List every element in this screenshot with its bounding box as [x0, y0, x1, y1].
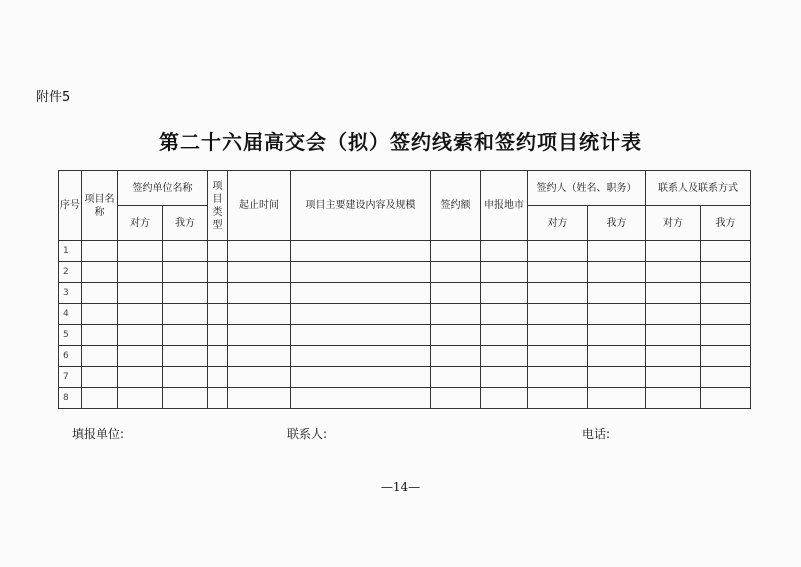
- table-cell: [481, 262, 528, 283]
- table-cell: [646, 283, 701, 304]
- row-number: 6: [59, 346, 82, 367]
- table-cell: [431, 241, 481, 262]
- table-cell: [528, 241, 588, 262]
- table-cell: [481, 283, 528, 304]
- table-cell: [228, 346, 291, 367]
- table-cell: [588, 325, 646, 346]
- table-cell: [701, 262, 751, 283]
- table-cell: [481, 388, 528, 409]
- table-cell: [481, 367, 528, 388]
- table-cell: [701, 388, 751, 409]
- table-cell: [528, 325, 588, 346]
- table-cell: [208, 262, 228, 283]
- statistics-table: [58, 170, 751, 409]
- sub-signer-ours: 我方: [588, 206, 646, 241]
- table-row: [59, 241, 751, 262]
- table-cell: [291, 283, 431, 304]
- table-cell: [82, 367, 118, 388]
- table-cell: [163, 388, 208, 409]
- header-city: 申报地市: [481, 171, 528, 241]
- table-cell: [646, 325, 701, 346]
- page-number: —14—: [380, 480, 421, 494]
- table-cell: [82, 283, 118, 304]
- table-cell: [228, 325, 291, 346]
- table-cell: [118, 283, 163, 304]
- table-cell: [228, 367, 291, 388]
- table-cell: [291, 367, 431, 388]
- table-cell: [481, 325, 528, 346]
- table-cell: [481, 241, 528, 262]
- footer-contact: 联系人:: [287, 427, 328, 441]
- header-contact: 联系人及联系方式: [646, 171, 751, 206]
- sub-signing-other: 对方: [118, 206, 163, 241]
- table-cell: [481, 346, 528, 367]
- table-cell: [208, 304, 228, 325]
- table-cell: [528, 262, 588, 283]
- table-cell: [228, 241, 291, 262]
- table-cell: [701, 241, 751, 262]
- sub-signing-ours: 我方: [163, 206, 208, 241]
- table-cell: [163, 241, 208, 262]
- table-cell: [228, 283, 291, 304]
- row-number: 4: [59, 304, 82, 325]
- header-seq: 序号: [59, 171, 82, 241]
- table-cell: [291, 262, 431, 283]
- table-cell: [646, 367, 701, 388]
- footer-unit: 填报单位:: [72, 427, 125, 441]
- footer-phone: 电话:: [582, 427, 611, 441]
- header-amount: 签约额: [431, 171, 481, 241]
- row-number: 1: [59, 241, 82, 262]
- table-cell: [588, 262, 646, 283]
- table-cell: [431, 346, 481, 367]
- table-cell: [588, 283, 646, 304]
- table-cell: [228, 388, 291, 409]
- table-cell: [528, 346, 588, 367]
- row-number: 5: [59, 325, 82, 346]
- table-cell: [118, 325, 163, 346]
- table-row: [59, 367, 751, 388]
- table-cell: [646, 262, 701, 283]
- table-row: [59, 283, 751, 304]
- table-cell: [701, 325, 751, 346]
- table-cell: [431, 262, 481, 283]
- table-row: [59, 388, 751, 409]
- table-cell: [163, 325, 208, 346]
- table-cell: [208, 283, 228, 304]
- table-cell: [208, 346, 228, 367]
- row-number: 7: [59, 367, 82, 388]
- table-cell: [163, 283, 208, 304]
- table-cell: [118, 241, 163, 262]
- table-cell: [82, 325, 118, 346]
- table-cell: [528, 283, 588, 304]
- row-number: 8: [59, 388, 82, 409]
- table-cell: [481, 304, 528, 325]
- table-cell: [208, 367, 228, 388]
- table-cell: [588, 388, 646, 409]
- table-cell: [118, 388, 163, 409]
- table-cell: [208, 388, 228, 409]
- table-cell: [228, 262, 291, 283]
- table-cell: [646, 241, 701, 262]
- table-cell: [163, 367, 208, 388]
- table-cell: [431, 304, 481, 325]
- table-row: [59, 325, 751, 346]
- table-cell: [163, 262, 208, 283]
- sub-signer-other: 对方: [528, 206, 588, 241]
- table-cell: [588, 346, 646, 367]
- row-number: 2: [59, 262, 82, 283]
- header-project-name: 项目名称: [82, 171, 118, 241]
- table-cell: [82, 304, 118, 325]
- table-cell: [646, 388, 701, 409]
- header-signing-unit: 签约单位名称: [118, 171, 208, 206]
- table-cell: [588, 241, 646, 262]
- table-cell: [291, 388, 431, 409]
- table-cell: [588, 304, 646, 325]
- table-cell: [118, 304, 163, 325]
- table-cell: [701, 367, 751, 388]
- page-title: 第二十六届高交会（拟）签约线索和签约项目统计表: [159, 130, 642, 154]
- table-cell: [291, 346, 431, 367]
- sub-contact-other: 对方: [646, 206, 701, 241]
- table-cell: [646, 304, 701, 325]
- table-cell: [701, 283, 751, 304]
- table-cell: [646, 346, 701, 367]
- table-cell: [163, 346, 208, 367]
- table-cell: [228, 304, 291, 325]
- table-cell: [291, 241, 431, 262]
- table-cell: [208, 325, 228, 346]
- table-row: [59, 262, 751, 283]
- table-cell: [528, 388, 588, 409]
- header-content: 项目主要建设内容及规模: [291, 171, 431, 241]
- table-cell: [82, 262, 118, 283]
- table-cell: [208, 241, 228, 262]
- header-dates: 起止时间: [228, 171, 291, 241]
- table-cell: [82, 346, 118, 367]
- table-cell: [528, 304, 588, 325]
- table-cell: [431, 283, 481, 304]
- table-row: [59, 304, 751, 325]
- table-cell: [528, 367, 588, 388]
- table-row: [59, 346, 751, 367]
- table-cell: [291, 325, 431, 346]
- table-cell: [118, 262, 163, 283]
- row-number: 3: [59, 283, 82, 304]
- table-cell: [291, 304, 431, 325]
- table-cell: [431, 367, 481, 388]
- table-cell: [82, 241, 118, 262]
- table-cell: [118, 346, 163, 367]
- table-cell: [431, 325, 481, 346]
- header-signer: 签约人（姓名、职务）: [528, 171, 646, 206]
- table-cell: [701, 346, 751, 367]
- table-cell: [431, 388, 481, 409]
- table-cell: [118, 367, 163, 388]
- table-cell: [163, 304, 208, 325]
- table-cell: [701, 304, 751, 325]
- header-project-type: 项目类型: [208, 171, 228, 241]
- table-cell: [588, 367, 646, 388]
- table-cell: [82, 388, 118, 409]
- sub-contact-ours: 我方: [701, 206, 751, 241]
- attachment-label: 附件5: [36, 90, 71, 105]
